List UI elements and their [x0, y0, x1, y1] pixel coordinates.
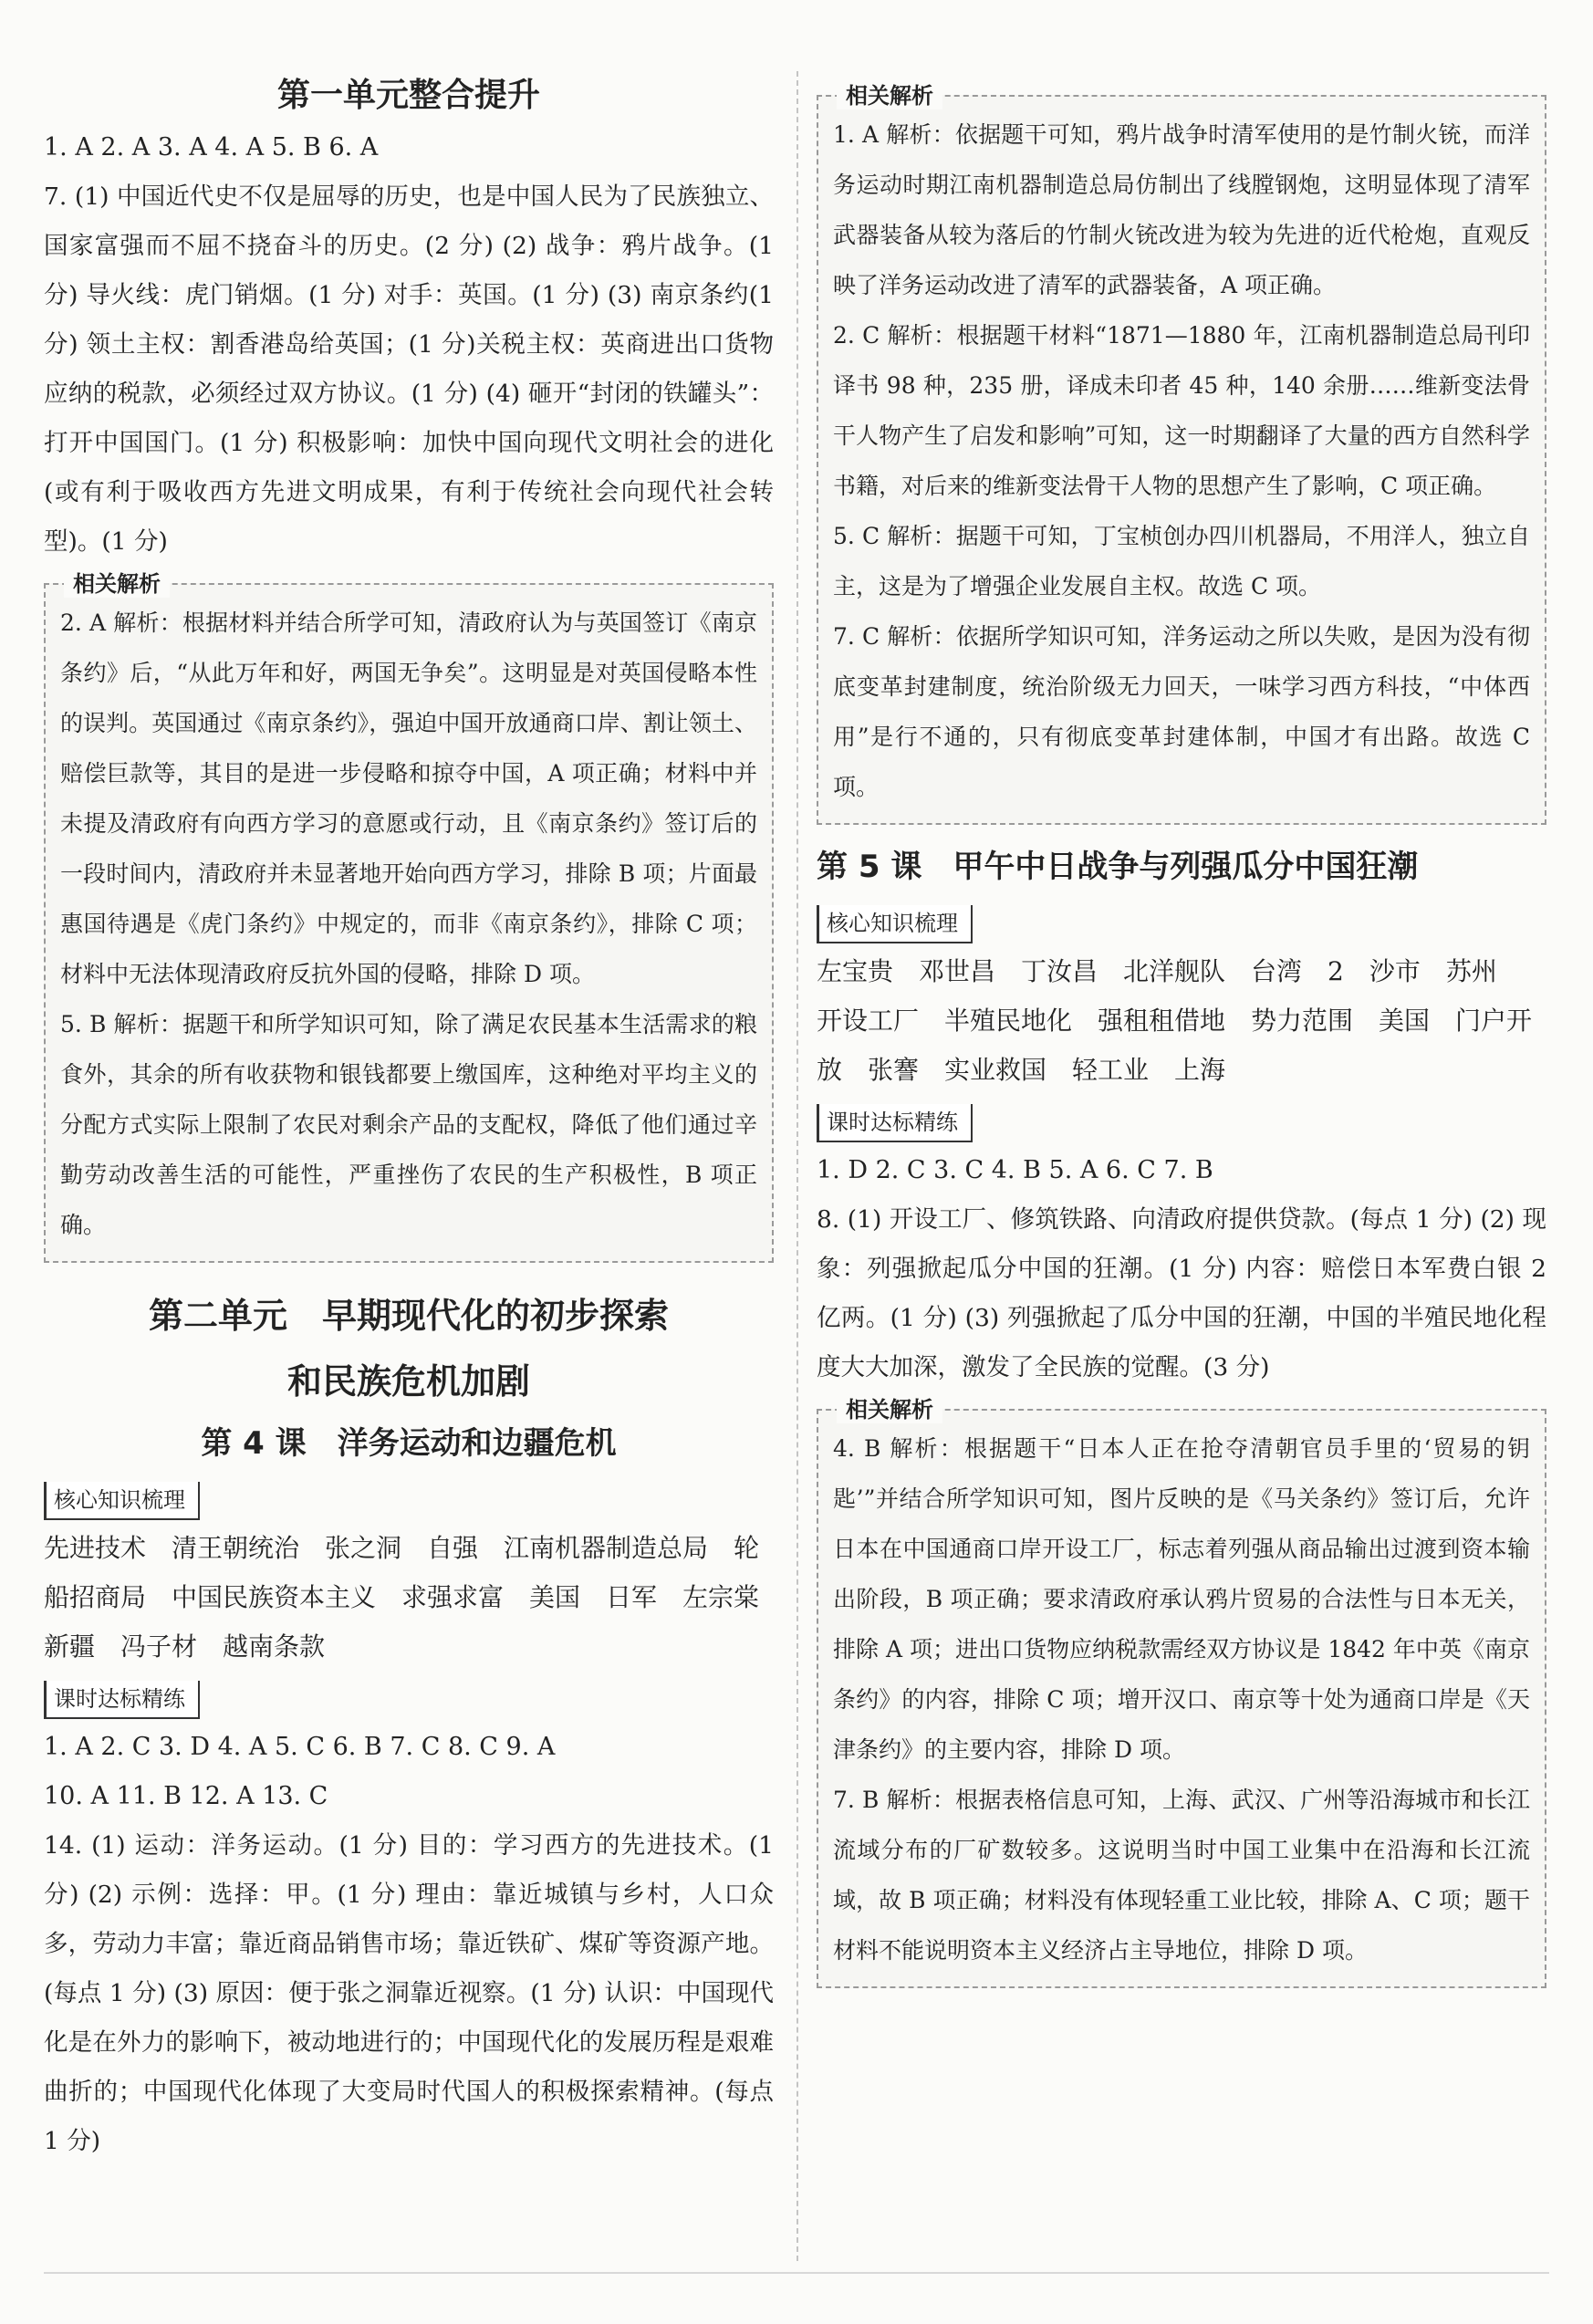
left-column	[44, 57, 786, 2166]
unit1-title: 第一单元整合提升	[276, 77, 540, 114]
lesson4-keywords: 先进技术 清王朝统治 张之洞 自强 江南机器制造总局 轮船招商局 中国民族资本主义 求强求富 美国 日军 左宗棠 新疆 冯子材 越南条款	[44, 1533, 786, 1662]
analysis-item: 7. C 解析：依据所学知识可知，洋务运动之所以失败，是因为没有彻底变革封建制度，统治阶级无力回天，一味学习西方科技，“中体西用”是行不通的，只有彻底变革封建体制，中国才有出路。故选 C 项。	[833, 623, 1530, 800]
lesson4-answers-1: 1. A 2. C 3. D 4. A 5. C 6. B 7. C 8. C 9. A	[44, 1733, 556, 1761]
analysis-item: 5. C 解析：据题干可知，丁宝桢创办四川机器局，不用洋人，独立自主，这是为了增强企业发展自主权。故选 C 项。	[833, 523, 1530, 599]
unit1-analysis-box	[44, 571, 774, 1263]
analysis-item: 4. B 解析：根据题干“日本人正在抢夺清朝官员手里的‘贸易的钥匙’”并结合所学知识可知，图片反映的是《马关条约》签订后，允许日本在中国通商口岸开设工厂，标志着列强从商品输出过渡到资本输出阶段，B 项正确；要求清政府承认鸦片贸易的合法性与日本无关，排除 A 项；进出口货物应纳税款需经双方协议是 1842 年中英《南京条约》的内容，排除 C 项；增开汉口、南京等十处为通商口岸是《天津条约》的主要内容，排除 D 项。	[833, 1435, 1530, 1763]
lesson5-answers: 1. D 2. C 3. C 4. B 5. A 6. C 7. B	[817, 1156, 1213, 1184]
analysis-label: 相关解析	[64, 570, 170, 598]
lesson5-drill-tag: 课时达标精练	[817, 1104, 973, 1142]
analysis-item: 2. C 解析：根据题干材料“1871—1880 年，江南机器制造总局刊印译书 98 种，235 册，译成未印者 45 种，140 余册……维新变法骨干人物产生了启发和影响”可知，这一时期翻译了大量的西方自然科学书籍，对后来的维新变法骨干人物的思想产生了影响，C 项正确。	[833, 322, 1530, 499]
lesson5-analysis-box	[817, 1397, 1546, 1988]
analysis-label: 相关解析	[837, 1396, 942, 1423]
unit1-q7: 7. (1) 中国近代史不仅是屈辱的历史，也是中国人民为了民族独立、国家富强而不屈不挠奋斗的历史。(2 分) (2) 战争：鸦片战争。(1 分) 导火线：虎门销烟。(1 分) 对手：英国。(1 分) (3) 南京条约(1 分) 领土主权：割香港岛给英国；(1 分)关税主权：英商进出口货物应纳的税款，必须经过双方协议。(1 分) (4) 砸开“封闭的铁罐头”：打开中国国门。(1 分) 积极影响：加快中国向现代文明社会的进化(或有利于吸收西方先进文明成果，有利于传统社会向现代社会转型)。(1 分)	[44, 182, 774, 556]
analysis-label: 相关解析	[837, 82, 942, 109]
unit1-answers: 1. A 2. A 3. A 4. A 5. B 6. A	[44, 133, 379, 162]
analysis-item: 7. B 解析：根据表格信息可知，上海、武汉、广州等沿海城市和长江流域分布的厂矿数较多。这说明当时中国工业集中在沿海和长江流域，故 B 项正确；材料没有体现轻重工业比较，排除 A、C 项；题干材料不能说明资本主义经济占主导地位，排除 D 项。	[833, 1787, 1530, 1964]
bottom-rule	[44, 2272, 1549, 2274]
lesson5-keywords: 左宝贵 邓世昌 丁汝昌 北洋舰队 台湾 2 沙市 苏州 开设工厂 半殖民地化 强租租借地 势力范围 美国 门户开放 张謇 实业救国 轻工业 上海	[817, 956, 1533, 1085]
analysis-item: 1. A 解析：依据题干可知，鸦片战争时清军使用的是竹制火铳，而洋务运动时期江南机器制造总局仿制出了线膛钢炮，这明显体现了清军武器装备从较为落后的竹制火铳改进为较为先进的近代枪炮，直观反映了洋务运动改进了清军的武器装备，A 项正确。	[833, 121, 1530, 298]
lesson5-q8: 8. (1) 开设工厂、修筑铁路、向清政府提供贷款。(每点 1 分) (2) 现象：列强掀起瓜分中国的狂潮。(1 分) 内容：赔偿日本军费白银 2 亿两。(1 分) (3) 列强掀起了瓜分中国的狂潮，中国的半殖民地化程度大大加深，激发了全民族的觉醒。(3 分)	[817, 1205, 1546, 1381]
analysis-item: 5. B 解析：据题干和所学知识可知，除了满足农民基本生活需求的粮食外，其余的所有收获物和银钱都要上缴国库，这种绝对平均主义的分配方式实际上限制了农民对剩余产品的支配权，降低了他们通过辛勤劳动改善生活的可能性，严重挫伤了农民的生产积极性，B 项正确。	[60, 1011, 757, 1238]
column-divider	[796, 71, 798, 2261]
lesson5-title: 第 5 课 甲午中日战争与列强瓜分中国狂潮	[817, 849, 1419, 885]
lesson4-core-tag: 核心知识梳理	[44, 1482, 200, 1520]
lesson4-q14: 14. (1) 运动：洋务运动。(1 分) 目的：学习西方的先进技术。(1 分) (2) 示例：选择：甲。(1 分) 理由：靠近城镇与乡村，人口众多，劳动力丰富；靠近商品销售市场；靠近铁矿、煤矿等资源产地。(每点 1 分) (3) 原因：便于张之洞靠近视察。(1 分) 认识：中国现代化是在外力的影响下，被动地进行的；中国现代化的发展历程是艰难曲折的；中国现代化体现了大变局时代国人的积极探索精神。(每点 1 分)	[44, 1831, 774, 2155]
lesson4-analysis-box	[817, 83, 1546, 825]
unit2-title-line2: 和民族危机加剧	[286, 1361, 530, 1402]
analysis-item: 2. A 解析：根据材料并结合所学可知，清政府认为与英国签订《南京条约》后，“从此万年和好，两国无争矣”。这明显是对英国侵略本性的误判。英国通过《南京条约》，强迫中国开放通商口岸、割让领土、赔偿巨款等，其目的是进一步侵略和掠夺中国，A 项正确；材料中并未提及清政府有向西方学习的意愿或行动，且《南京条约》签订后的一段时间内，清政府并未显著地开始向西方学习，排除 B 项；片面最惠国待遇是《虎门条约》中规定的，而非《南京条约》，排除 C 项；材料中无法体现清政府反抗外国的侵略，排除 D 项。	[60, 610, 757, 987]
unit2-title-line1: 第二单元 早期现代化的初步探索	[148, 1296, 669, 1336]
lesson4-drill-tag: 课时达标精练	[44, 1681, 200, 1719]
lesson5-core-tag: 核心知识梳理	[817, 905, 973, 943]
right-column	[817, 84, 1546, 1997]
lesson4-answers-2: 10. A 11. B 12. A 13. C	[44, 1782, 328, 1810]
lesson4-title: 第 4 课 洋务运动和边疆危机	[201, 1425, 617, 1462]
